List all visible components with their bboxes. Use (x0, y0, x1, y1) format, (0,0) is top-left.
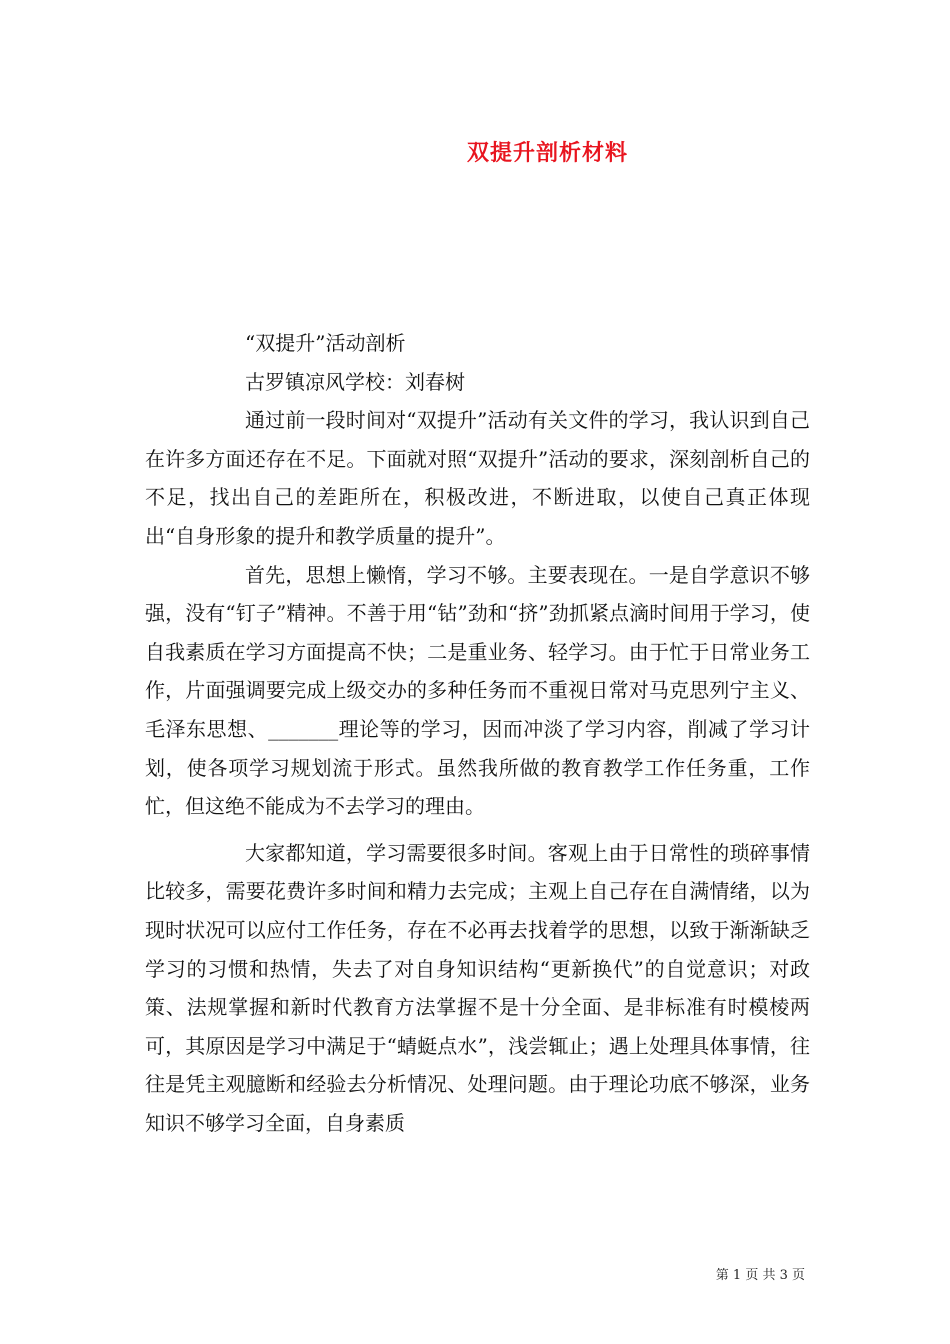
paragraph-study-time: 大家都知道，学习需要很多时间。客观上由于日常性的琐碎事情比较多，需要花费许多时间和精力去完成；主观上自己存在自满情绪，以为现时状况可以应付工作任务，存在不必再去找着学的思想，以致于渐渐缺乏学习的习惯和热情，失去了对自身知识结构“更新换代”的自觉意识；对政策、法规掌握和新时代教育方法掌握不是十分全面、是非标准有时模棱两可，其原因是学习中满足于“蜻蜓点水”，浅尝辄止；遇上处理具体事情，往往是凭主观臆断和经验去分析情况、处理问题。由于理论功底不够深，业务知识不够学习全面，自身素质 (145, 840, 810, 1135)
page-number: 第 1 页 共 3 页 (715, 1268, 805, 1283)
document-title: 双提升剖析材料 (466, 140, 628, 166)
author-school-line: 古罗镇凉风学校：刘春树 (245, 369, 465, 394)
paragraph-thinking: 首先，思想上懒惰，学习不够。主要表现在。一是自学意识不够强，没有“钉子”精神。不善于用“钻”劲和“挤”劲抓紧点滴时间用于学习，使自我素质在学习方面提高不快；二是重业务、轻学习。由于忙于日常业务工作，片面强调要完成上级交办的多种任务而不重视日常对马克思列宁主义、毛泽东思想、_______理论等的学习，因而冲淡了学习内容，削减了学习计划，使各项学习规划流于形式。虽然我所做的教育教学工作任务重，工作忙，但这绝不能成为不去学习的理由。 (145, 562, 810, 819)
document-subtitle: “双提升”活动剖析 (245, 331, 406, 355)
document-body (145, 324, 810, 1142)
paragraph-intro: 通过前一段时间对“双提升”活动有关文件的学习，我认识到自己在许多方面还存在不足。下面就对照“双提升”活动的要求，深刻剖析自己的不足，找出自己的差距所在，积极改进，不断进取，以使自己真正体现出“自身形象的提升和教学质量的提升”。 (145, 408, 810, 548)
